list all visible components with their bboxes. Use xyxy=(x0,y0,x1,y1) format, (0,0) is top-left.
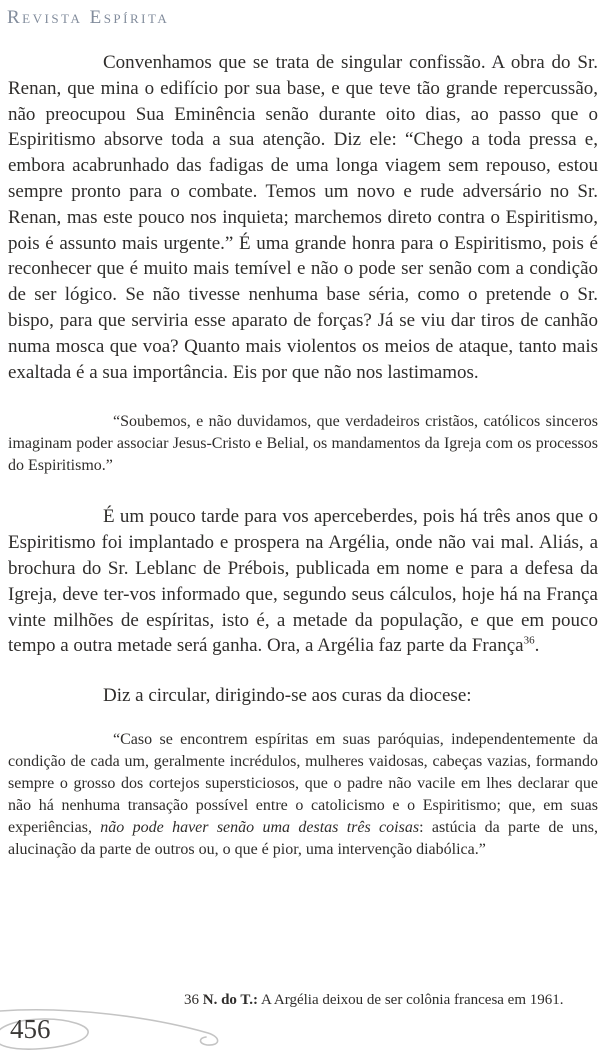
paragraph-1: Convenhamos que se trata de singular confissão. A obra do Sr. Renan, que mina o edifício por sua base, e que teve tão grande repercussão, não preocupou Sua Eminência senão durante oito dias, ao passo que o Espiritismo absorve toda a sua atenção. Diz ele: “Chego a toda pressa e, embora acabrunhado das fadigas de uma longa viagem sem repouso, estou sempre pronto para o combate. Temos um novo e rude adversário no Sr. Renan, mas este pouco nos inquieta; marchemos direto contra o Espiritismo, pois é assunto mais urgente.” É uma grande honra para o Espiritismo, pois é reconhecer que é muito mais temível e não o pode ser senão com a condição de ser lógico. Se não tivesse nenhuma base séria, como o pretende o Sr. bispo, para que serviria esse aparato de forças? Já se viu dar tiros de canhão numa mosca que voa? Quanto mais violentos os meios de ataque, tanto mais exaltada é a sua importância. Eis por que não nos lastimamos. xyxy=(8,52,598,383)
block-quote-2 xyxy=(8,729,598,861)
page-footer xyxy=(0,1004,260,1054)
footnote-text: A Argélia deixou de ser colônia francesa em 1961. xyxy=(258,992,564,1008)
paragraph-2 xyxy=(8,504,598,659)
page-body xyxy=(8,50,598,861)
footnote-number: 36 xyxy=(184,992,203,1008)
quote-2-italic-phrase: não pode haver senão uma destas três coisas xyxy=(100,818,420,836)
footnote-label: N. do T.: xyxy=(202,992,259,1008)
page-number: 456 xyxy=(10,1014,51,1044)
footnote-reference: 36 xyxy=(523,635,535,648)
running-header: Revista Espírita xyxy=(7,7,170,28)
quote-2-text-start: “Caso se encontrem espíritas em suas paróquias, independentemente da condição de cada um, geralmente incrédulos, mulheres vaidosas, cabeças vazias, formando sempre o grosso dos cortejos supersticiosos, que o padre não vacile em lhes declarar que não há nenhuma transação possível entre o catolicismo e o Espiritismo; que, em suas experiências, xyxy=(8,730,598,836)
paragraph-3: Diz a circular, dirigindo-se aos curas da diocese: xyxy=(103,685,472,707)
block-quote-1: “Soubemos, e não duvidamos, que verdadeiros cristãos, católicos sinceros imaginam poder associar Jesus-Cristo e Belial, os mandamentos da Igreja com os processos do Espiritismo.” xyxy=(8,413,598,475)
quote-2-text-end: : astúcia da parte de uns, alucinação da parte de outros ou, o que é pior, uma intervenção diabólica.” xyxy=(8,818,599,858)
paragraph-2-text: É um pouco tarde para vos aperceberdes, pois há três anos que o Espiritismo foi implantado e prospera na Argélia, onde não vai mal. Aliás, a brochura do Sr. Leblanc de Prébois, publicada em nome e para a defesa da Igreja, deve ter-vos informado que, segundo seus cálculos, hoje há na França vinte milhões de espíritas, isto é, a metade da população, e que em pouco tempo a outra metade será ganha. Ora, a Argélia faz parte da França xyxy=(8,506,598,657)
paragraph-2-end: . xyxy=(534,635,540,657)
